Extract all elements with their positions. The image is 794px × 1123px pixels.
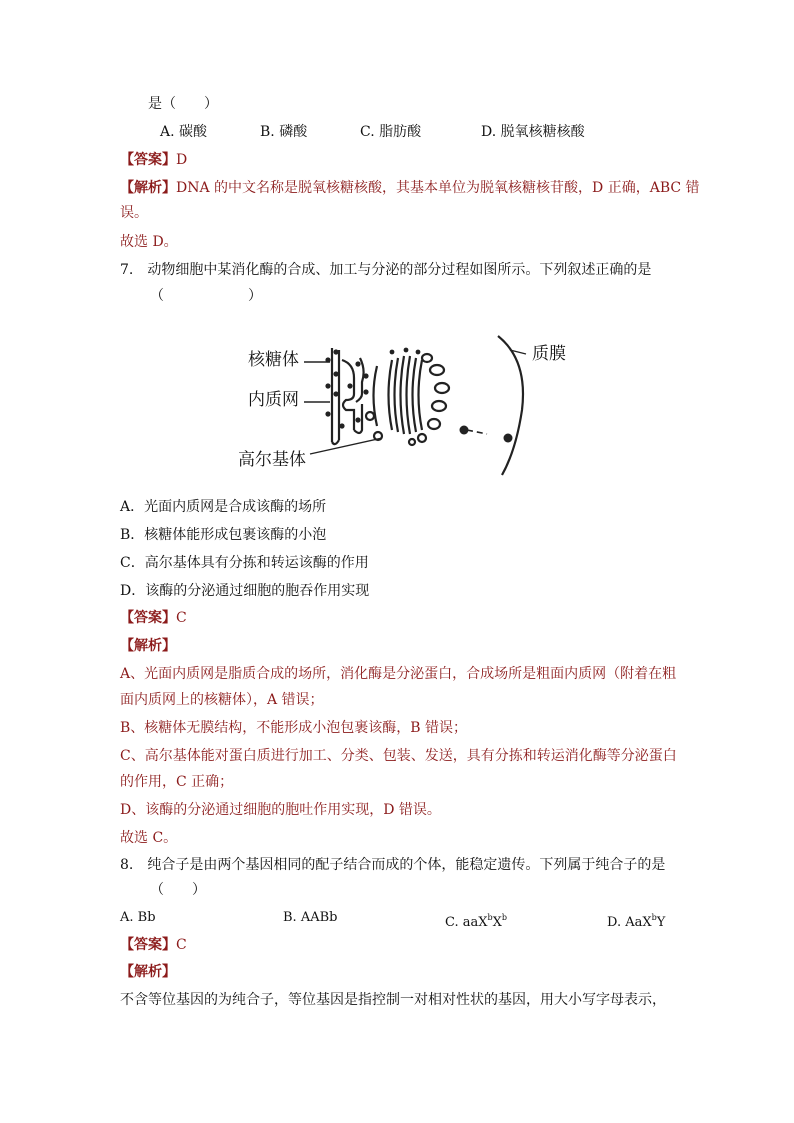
q7-paren: （ ） [150,288,262,304]
q8-option-d: D. AaX$^b$Y [607,913,666,930]
q6-option-d: D. 脱氧核糖核酸 [481,124,585,140]
q7-analysis-line: C、高尔基体能对蛋白质进行加工、分类、包装、发送，具有分拣和转运消化酶等分泌蛋白 [120,748,677,764]
label-ribosome: 核糖体 [248,350,299,370]
q6-analysis-cont: 误。 [120,205,148,221]
answer-value: C [176,610,187,626]
q8-stem [120,855,665,875]
analysis-text: DNA 的中文名称是脱氧核糖核酸，其基本单位为脱氧核糖核苷酸，D 正确，ABC 错 [176,180,700,196]
q8-answer [120,935,187,955]
answer-tag: 【答案】 [120,937,176,953]
q7-analysis-line: A、光面内质网是脂质合成的场所，消化酶是分泌蛋白，合成场所是粗面内质网（附着在粗 [120,666,677,682]
q7-option-d: D．该酶的分泌通过细胞的胞吞作用实现 [120,583,370,599]
q8-option-b: B. AABb [283,910,338,925]
q7-analysis-line: 的作用，C 正确； [120,774,234,790]
q8-analysis-tag: 【解析】 [120,964,176,980]
q7-option-a: A．光面内质网是合成该酶的场所 [120,499,327,515]
q8-option-a: A. Bb [120,910,156,925]
q6-option-b: B. 磷酸 [260,124,308,140]
answer-value: D [176,152,188,168]
answer-tag: 【答案】 [120,610,176,626]
golgi-cisterna [389,360,393,430]
q8-stem-text: 纯合子是由两个基因相同的配子结合而成的个体，能稳定遗传。下列属于纯合子的是 [147,857,666,873]
q7-analysis-line: 面内质网上的核糖体），A 错误； [120,692,324,708]
q6-analysis [120,178,700,198]
er-tube-2 [342,360,354,430]
answer-value: C [176,937,187,953]
exocytosis-vesicle [504,434,513,443]
q7-option-b: B．核糖体能形成包裹该酶的小泡 [120,527,327,543]
q7-conclusion: 故选 C。 [120,830,178,846]
q7-stem-text: 动物细胞中某消化酶的合成、加工与分泌的部分过程如图所示。下列叙述正确的是 [147,262,652,278]
q7-stem [120,260,651,280]
q8-number: 8. [120,857,134,873]
q7-number: 7. [120,262,134,278]
q7-answer [120,608,187,628]
q7-analysis-tag: 【解析】 [120,638,176,654]
q7-analysis-line: D、该酶的分泌通过细胞的胞吐作用实现，D 错误。 [120,802,441,818]
q8-analysis-line: 不含等位基因的为纯合子，等位基因是指控制一对相对性状的基因，用大小写字母表示， [120,992,666,1008]
label-er: 内质网 [248,390,299,410]
q6-stem-tail: 是（ ） [148,96,218,112]
q7-option-c: C．高尔基体具有分拣和转运该酶的作用 [120,555,369,571]
answer-tag: 【答案】 [120,152,176,168]
secretory-vesicle [460,426,469,435]
q6-option-a: A. 碳酸 [160,124,208,140]
q6-conclusion: 故选 D。 [120,234,178,250]
q6-answer [120,150,187,170]
cell-secretion-diagram [232,330,592,480]
plasma-membrane [498,336,523,475]
q7-analysis-line: B、核糖体无膜结构，不能形成小泡包裹该酶，B 错误； [120,720,468,736]
analysis-tag: 【解析】 [120,180,176,196]
q8-paren: （ ） [150,882,206,898]
q6-option-c: C. 脂肪酸 [360,124,422,140]
q8-option-c: C. $aaX^bX^b$ [445,913,508,930]
label-golgi: 高尔基体 [238,450,306,470]
label-membrane: 质膜 [532,344,566,364]
